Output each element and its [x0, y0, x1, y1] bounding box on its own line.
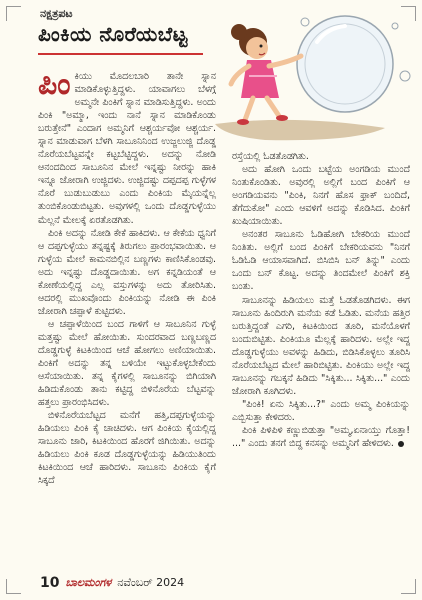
- magazine-name: ಬಾಲಮಂಗಳ: [65, 576, 112, 589]
- story-title: ಪಿಂಕಿಯ ನೊರೆಯಬೆಟ್ಟ: [38, 22, 188, 46]
- story-column-right: [232, 150, 410, 555]
- story-paragraph: ಪಿಂಕಿಯು ಮೊದಲಬಾರಿ ತಾನೇ ಸ್ನಾನ ಮಾಡಿಕೊಳ್ಳುತ್ತಿದ್ದಳು. ಯಾವಾಗಲು ಬೆಳಗ್ಗೆ ಅಮ್ಮನೇ ಪಿಂಕಿಗೆ ಸ್ನಾನ ಮಾಡಿಸುತ್ತಿದ್ದಳು. ಅಂದು ಪಿಂಕಿ "ಅಮ್ಮಾ, ಇಂದು ನಾನೆ ಸ್ನಾನ ಮಾಡಿಕೊಂಡು ಬರುತ್ತೇನೆ" ಎಂದಾಗ ಅಮ್ಮನಿಗೆ ಆಶ್ಚರ್ಯವೋ ಆಶ್ಚರ್ಯ. ಸ್ನಾನ ಮಾಡುವಾಗ ಬೆಳಗಿ ಸಾಬೂನಿನಿಂದ ಉಜ್ಜಲುಜ್ಜಿ ದೊಡ್ಡ ನೊರೆಯಬೆಟ್ಟವನ್ನೇ ಕಟ್ಟಬೆಟ್ಟಿದ್ದಳು. ಅದನ್ನು ನೋಡಿ ಆನಂದದಿಂದ ಸಾಬೂನಿನ ಮೇಲೆ ಇನ್ನಷ್ಟು ನೀರನ್ನು ಹಾಕಿ ಇನ್ನೂ ಜೋರಾಗಿ ಉಜ್ಜಿದಳು. ಉಜ್ಜಿದಷ್ಟು ದಪ್ಪದಪ್ಪ ಗುಳ್ಳೆಗಳ ನೊರೆ ಬುಡುಬುಡುಬು ಎಂದು ಪಿಂಕಿಯ ಮೈಯನ್ನೆಲ್ಲ ತುಂಬಿಕೊಂಡುಬಿಟ್ಟತು. ಅವುಗಳಲ್ಲಿ ಒಂದು ದೊಡ್ಡಗುಳ್ಳೆಯು ಮೆಲ್ಲನೆ ಮೇಲಕ್ಕೆ ಏರತೊಡಗಿತು.: [38, 70, 216, 226]
- story-paragraph: ಬಿಳಿನೊರೆಯಬೆಟ್ಟದ ಮನೆಗೆ ಹತ್ತಿ,ದಪ್ಪಗುಳ್ಳೆಯನ್ನು ಹಿಡಿಯಲು ಪಿಂಕಿ ಕೈ ಚಾಚಿದಳು. ಆಗ ಪಿಂಕಿಯ ಕೈಯಲ್ಲಿದ್ದ ಸಾಬೂನು ಜಾರಿ, ಕಿಟಕಿಯಿಂದ ಹೊರಗೆ ಜಿಗಿಯಿತು. ಅದನ್ನು ಹಿಡಿಯಲು ಪಿಂಕಿ ಕೂಡ ದೊಡ್ಡಗುಳ್ಳೆಯನ್ನು ಹಿಡಿಯುತಿಂದು ಕಿಟಕಿಯಿಂದ ಆಚೆ ಹಾರಿದಳು. ಸಾಬೂನು ಪಿಂಕಿಯ ಕೈಗೆ ಸಿಕ್ಕದೆ: [38, 410, 216, 487]
- girl-chasing-bubble-illustration: [205, 6, 421, 144]
- title-underline: [38, 53, 203, 55]
- story-paragraph: ಆ ಚಪ್ಪಾಳೆಯಿಂದ ಬಂದ ಗಾಳಿಗೆ ಆ ಸಾಬೂನಿನ ಗುಳ್ಳೆ ಮತ್ತಷ್ಟು ಮೇಲೆ ಹೋಯಿತು. ಸುಂದರವಾದ ಬಣ್ಣಬಣ್ಣದ ದೊಡ್ಡಗುಳ್ಳೆ ಕಿಟಕಿಯಿಂದ ಆಚೆ ಹೋಗಲು ಅಣಿಯಾಯಿತು. ಪಿಂಕಿಗೆ ಅದನ್ನು ತನ್ನ ಬಳಿಯೇ ಇಟ್ಟುಕೊಳ್ಳಬೇಕೆಂದು ಆಸೆಯಾಯಿತು. ತನ್ನ ಕೈಗಳಲ್ಲಿ ಸಾಬೂನನ್ನು ಬಿಗಿಯಾಗಿ ಹಿಡಿದುಕೊಂಡು ತಾನು ಕಟ್ಟಿದ್ದ ಬಿಳಿನೊರೆಯ ಬೆಟ್ಟವನ್ನು ಹತ್ತಲು ಪ್ರಾರಂಭಿಸಿದಳು.: [38, 318, 216, 409]
- story-paragraph: ರಸ್ತೆಯಲ್ಲಿ ಓಡತೊಡಗಿತು.: [232, 151, 309, 162]
- story-paragraph: ಪಿಂಕಿ ಅದನ್ನು ನೋಡಿ ಕೇಕೆ ಹಾಕಿದಳು. ಆ ಕೇಕೆಯ ಧ್ವನಿಗೆ ಆ ದಪ್ಪಗುಳ್ಳೆಯು ತನ್ನಷ್ಟಕ್ಕೆ ತಿರುಗಲು ಪ್ರಾರಂಭವಾಯಿತು. ಆ ಗುಳ್ಳೆಯ ಮೇಲೆ ಕಾಮನಬಿಲ್ಲಿನ ಬಣ್ಣಗಳು ಕಾಣಿಸಿಕೊಂಡವು. ಅದು ಇನ್ನಷ್ಟು ದೊಡ್ಡದಾಯಿತು. ಅಗ ಕನ್ನಡಿಯಂತೆ ಆ ಕೋಣೆಯಲ್ಲಿದ್ದ ಎಲ್ಲ ವಸ್ತುಗಳನ್ನು ಅದು ತೋರಿಸಿತು. ಆದರಲ್ಲಿ ಮುಖವೊಂದು ಪಿಂಕಿಯನ್ನು ನೋಡಿ ಈ ಪಿಂಕಿ ಜೋರಾಗಿ ಚಪ್ಪಾಳೆ ಕುಟ್ಟಿದಳು.: [38, 227, 216, 317]
- story-paragraph: "ಪಿಂಕಿ! ಏನು ಸಿಕ್ಕಿತು...?" ಎಂದು ಅಮ್ಮ ಪಿಂಕಿಯನ್ನು ಎಬ್ಬಿಸುತ್ತಾ ಕೇಳಿದರು.: [232, 398, 410, 423]
- story-paragraph: ಅದು ಹೋಗಿ ಒಂದು ಬಟ್ಟೆಯ ಅಂಗಡಿಯ ಮುಂದೆ ನಿಂತುಕೊಂಡಿತು. ಅವುರಲ್ಲಿ ಅಲ್ಲಿಗೆ ಬಂದ ಪಿಂಕಿಗೆ ಆ ಅಂಗಡಿಯವನು "ಪಿಂಕಿ, ನಿನಗೆ ಹೊಸ ಫ್ರಾಕ್ ಬಂದಿದೆ, ತೆಗೆದುಕೋ" ಎಂದು ಆವಳಿಗೆ ಅದನ್ನು ಕೊಡಿಸಿದ. ಪಿಂಕಿಗೆ ಖುಷಿಯಾಯಿತು.: [232, 164, 410, 228]
- story-paragraph: ಅನಂತರ ಸಾಬೂನು ಓಡಿಹೋಗಿ ಬೇಕರಿಯ ಮುಂದೆ ನಿಂತಿತು. ಅಲ್ಲಿಗೆ ಬಂದ ಪಿಂಕಿಗೆ ಬೇಕರಿಯವನು "ನಿನಗೆ ಓಡಿಓಡಿ ಆಯಾಸವಾಗಿದೆ. ಬಿಸಿಬಿಸಿ ಬನ್ ತಿನ್ನು" ಎಂದು ಒಂದು ಬನ್ ಕೊಟ್ಟ. ಅದನ್ನು ತಿಂದಮೇಲೆ ಪಿಂಕಿಗೆ ಶಕ್ತಿ ಬಂತು.: [232, 229, 410, 293]
- crop-mark-bottom-right: [401, 579, 416, 594]
- crop-mark-top-left: [6, 6, 21, 21]
- story-column-left: [38, 70, 216, 540]
- crop-mark-bottom-left: [6, 579, 21, 594]
- story-end-mark: [398, 441, 404, 447]
- drop-cap: ಪಿಂ: [38, 70, 71, 102]
- page-footer: [40, 575, 184, 591]
- story-paragraph: ಸಾಬೂನನ್ನು ಹಿಡಿಯಲು ಮತ್ತೆ ಓಡತೊಡಗಿದಳು. ಈಗ ಸಾಬೂನು ಹಿಂದಿರುಗಿ ಮನೆಯ ಕಡೆ ಓಡಿತು. ಮನೆಯ ಹತ್ತಿರ ಬರುತ್ತಿದ್ದಂತೆ ಎಗರಿ, ಕಿಟಕಿಯಿಂದ ತೂರಿ, ಮನೆಯೊಳಗೆ ಬಂದುಬಿಟ್ಟಿತು. ಪಿಂಕಿಯೂ ಮೆಲ್ಲಕ್ಕೆ ಹಾರಿದಳು. ಅಲ್ಲೇ ಇದ್ದ ದೊಡ್ಡಗುಳ್ಳೆಯು ಅವಳನ್ನು ಹಿಡಿದು, ಬಿಡಿಸಿಕೊಳ್ಳಲು ತೂರಿಸಿ ನೊರೆಯಬೆಟ್ಟದ ಮೇಲೆ ಹಾರಿಬಿಟ್ಟಿತು. ಪಿಂಕಿಯು ಅಲ್ಲೇ ಇದ್ದ ಸಾಬೂನನ್ನು ಗಬಕ್ಕನೆ ಹಿಡಿದು "ಸಿಕ್ಕಿತು... ಸಿಕ್ಕಿತು..." ಎಂದು ಜೋರಾಗಿ ಕೂಗಿದಳು.: [232, 294, 410, 397]
- issue-date: ನವೆಂಬರ್ 2024: [117, 576, 185, 589]
- page-number: 10: [40, 575, 60, 591]
- story-paragraph: ಪಿಂಕಿ ಪಿಳಿಪಿಳಿ ಕಣ್ಣುಬಿಡುತ್ತಾ "ಅಮ್ಮ,ಏನಾಯ್ತು ಗೊತ್ತಾ! ..." ಎಂದು ತನಗೆ ಬಿದ್ದ ಕನಸನ್ನು ಅಮ್ಮನಿಗೆ ಹೇಳಿದಳು.: [232, 424, 410, 450]
- section-label: ನಕ್ಷತ್ರಪಟ: [40, 7, 73, 20]
